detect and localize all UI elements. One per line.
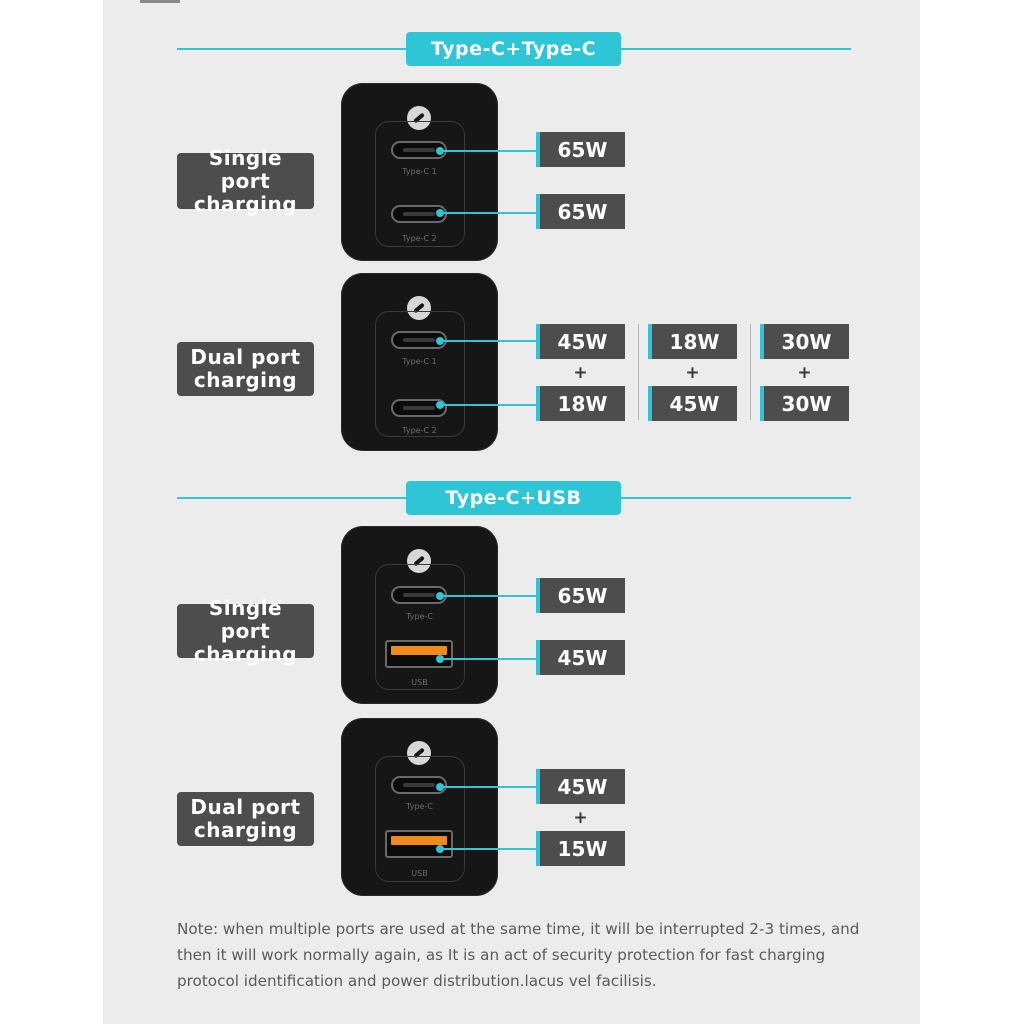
mode-label-dual-port: Dual port charging	[177, 342, 314, 396]
wattage-box: 45W	[536, 769, 625, 804]
plus-sign: +	[573, 363, 588, 383]
mode-label-dual-port: Dual port charging	[177, 792, 314, 846]
wattage-box: 30W	[760, 386, 849, 421]
footnote: Note: when multiple ports are used at the same time, it will be interrupted 2-3 times, and then it will work normally again, as It is an act of security protection for fast charging protocol identification and power distribution.lacus vel facilisis.	[177, 920, 860, 990]
port-label: USB	[411, 869, 428, 878]
charger-image	[341, 83, 498, 261]
leader-line	[440, 404, 536, 406]
wattage-box: 15W	[536, 831, 625, 866]
leader-line	[440, 786, 536, 788]
usb-port-icon	[385, 830, 453, 858]
port-label: Type-C 1	[402, 167, 437, 176]
plus-sign: +	[573, 808, 588, 828]
plus-sign: +	[797, 363, 812, 383]
top-divider	[140, 0, 180, 3]
port-label: Type-C 2	[402, 234, 437, 243]
charger-image	[341, 273, 498, 451]
leader-line	[440, 848, 536, 850]
section-rule-right	[620, 48, 851, 50]
section-title: Type-C+Type-C	[406, 32, 621, 66]
section-rule-left	[177, 497, 407, 499]
port-panel	[375, 756, 465, 882]
wattage-box: 65W	[536, 194, 625, 229]
wattage-box: 18W	[536, 386, 625, 421]
wattage-box: 65W	[536, 578, 625, 613]
wattage-box: 18W	[648, 324, 737, 359]
charger-image	[341, 526, 498, 704]
leader-line	[440, 658, 536, 660]
charger-image	[341, 718, 498, 896]
mode-label-single-port: Single port charging	[177, 153, 314, 209]
leader-line	[440, 595, 536, 597]
leader-line	[440, 212, 536, 214]
section-title: Type-C+USB	[406, 481, 621, 515]
column-divider	[638, 324, 639, 420]
wattage-box: 45W	[536, 324, 625, 359]
wattage-box: 65W	[536, 132, 625, 167]
plus-sign: +	[685, 363, 700, 383]
usb-port-icon	[385, 640, 453, 668]
section-rule-left	[177, 48, 407, 50]
port-label: Type-C	[406, 802, 433, 811]
wattage-box: 30W	[760, 324, 849, 359]
port-panel	[375, 121, 465, 247]
port-panel	[375, 564, 465, 690]
leader-line	[440, 150, 536, 152]
port-label: Type-C 2	[402, 426, 437, 435]
column-divider	[750, 324, 751, 420]
port-label: Type-C 1	[402, 357, 437, 366]
port-label: USB	[411, 678, 428, 687]
wattage-box: 45W	[536, 640, 625, 675]
leader-line	[440, 340, 536, 342]
mode-label-single-port: Single port charging	[177, 604, 314, 658]
port-label: Type-C	[406, 612, 433, 621]
port-panel	[375, 311, 465, 437]
section-rule-right	[620, 497, 851, 499]
wattage-box: 45W	[648, 386, 737, 421]
